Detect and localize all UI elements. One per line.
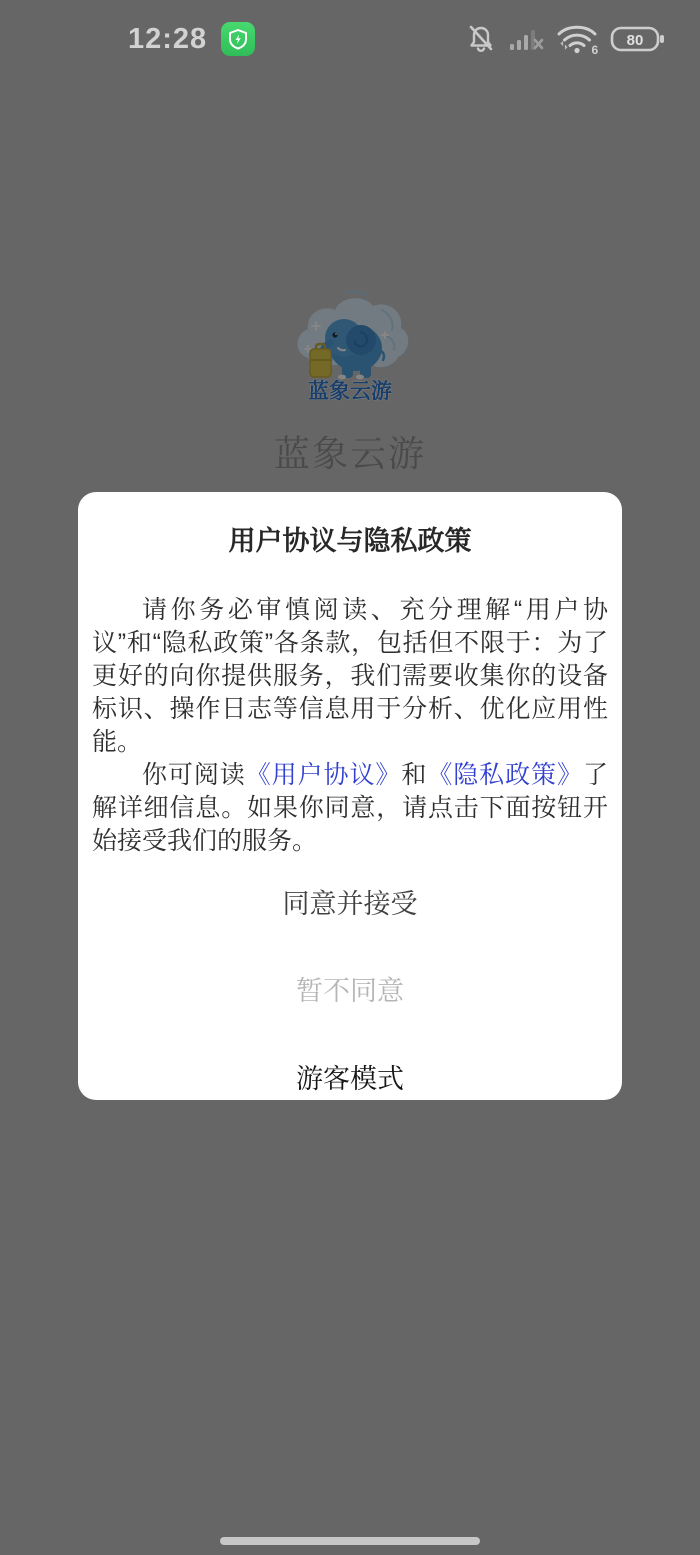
home-indicator-bar[interactable]	[220, 1537, 480, 1545]
policy-paragraph-1: 请你务必审慎阅读、充分理解“用户协议”和“隐私政策”各条款，包括但不限于：为了更好的向你提供服务，我们需要收集你的设备标识、操作日志等信息用于分析、优化应用性能。	[92, 596, 608, 756]
dialog-title: 用户协议与隐私政策	[228, 526, 472, 556]
policy-paragraph-2	[92, 759, 608, 858]
user-agreement-link[interactable]: 《用户协议》	[245, 761, 402, 789]
logo-wordmark: 蓝象云游	[308, 380, 392, 403]
branding-block	[0, 288, 700, 477]
mute-bell-icon	[465, 23, 497, 55]
app-logo	[286, 288, 414, 404]
status-bar	[0, 0, 700, 78]
disagree-button[interactable]: 暂不同意	[296, 975, 404, 1006]
battery-percent: 80	[626, 32, 644, 49]
suitcase	[310, 344, 331, 377]
security-shield-icon	[221, 22, 255, 56]
privacy-policy-link[interactable]: 《隐私政策》	[427, 761, 583, 789]
paragraph2-prefix: 你可阅读	[142, 761, 246, 789]
wifi-6-icon	[555, 23, 599, 55]
paragraph2-middle: 和	[401, 761, 428, 789]
wifi6-badge: 6	[591, 43, 599, 55]
cellular-signal-icon	[508, 24, 544, 54]
clock: 12:28	[128, 22, 208, 55]
agree-accept-button[interactable]: 同意并接受	[282, 888, 418, 919]
battery-icon	[610, 24, 666, 54]
paragraph2-suffix: 了解详细信息。如果你同意，请点击下面按钮开始接受我们的服务。	[92, 761, 608, 855]
dialog-body	[92, 594, 608, 858]
app-name: 蓝象云游	[273, 433, 426, 474]
privacy-policy-dialog	[78, 492, 622, 1100]
guest-mode-button[interactable]: 游客模式	[296, 1063, 404, 1094]
